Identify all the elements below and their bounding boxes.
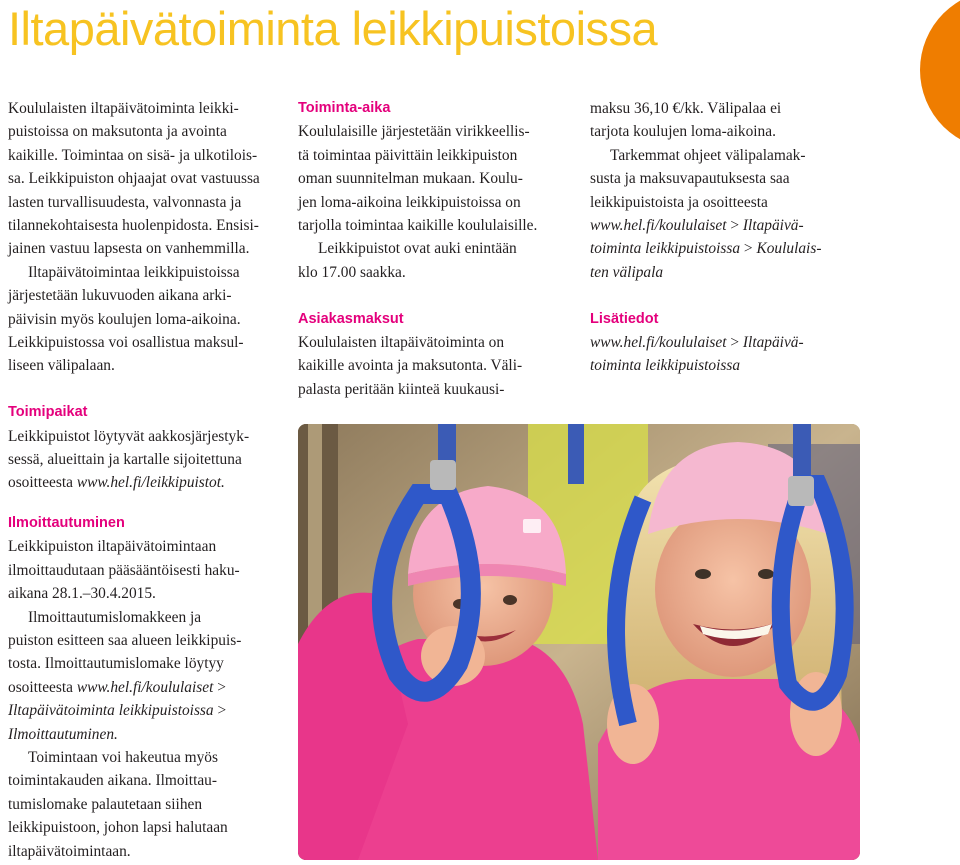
- orange-corner-circle: [920, 0, 960, 150]
- ilmoittautuminen-line-text: osoitteesta: [8, 678, 77, 696]
- intro-line: Leikkipuistossa voi osallistua maksul-: [8, 334, 244, 352]
- intro-line: kaikille. Toimintaa on sisä- ja ulkotilois-: [8, 146, 258, 164]
- iltapaivatoiminta-link[interactable]: toiminta leikkipuistoissa: [590, 357, 741, 375]
- toiminta-line: oman suunnitelman mukaan. Koulu-: [298, 170, 523, 188]
- toiminta-line: jen loma-aikoina leikkipuistoissa on: [298, 193, 521, 211]
- children-playground-photo: [298, 424, 860, 860]
- photo-illustration: [298, 424, 860, 860]
- intro-line: päivisin myös koulujen loma-aikoina.: [8, 310, 241, 328]
- intro-line: sa. Leikkipuiston ohjaajat ovat vastuussa: [8, 170, 260, 188]
- ilmoittautuminen-line: Toimintaan voi hakeutua myös: [28, 749, 218, 767]
- leikkipuistot-link[interactable]: www.hel.fi/leikkipuistot.: [76, 474, 225, 492]
- ilmoittautuminen-line: tosta. Ilmoittautumislomake löytyy: [8, 655, 224, 673]
- ilmoittautuminen-line: [8, 723, 278, 746]
- lisatiedot-heading: Lisätiedot: [590, 310, 659, 327]
- lisatiedot-line: [590, 354, 860, 377]
- koululaiset-link[interactable]: www.hel.fi/koululaiset: [590, 217, 727, 235]
- koululaiset-link[interactable]: www.hel.fi/koululaiset: [590, 334, 727, 352]
- ilmoittautuminen-line: ilmoittaudutaan pääsääntöisesti haku-: [8, 561, 240, 579]
- toimipaikat-line: [8, 471, 278, 494]
- asiakas-line: kaikille avointa ja maksutonta. Väli-: [298, 357, 523, 375]
- asiakas-line: Koululaisten iltapäivätoiminta on: [298, 334, 505, 352]
- iltapaivatoiminta-link[interactable]: Iltapäivätoiminta leikkipuistoissa: [8, 702, 214, 720]
- asiakasmaksut-heading: Asiakasmaksut: [298, 310, 404, 327]
- toimipaikat-line-text: osoitteesta: [8, 474, 77, 492]
- link-separator: >: [213, 702, 227, 720]
- ilmoittautuminen-line: aikana 28.1.–30.4.2015.: [8, 585, 156, 603]
- iltapaivatoiminta-link[interactable]: Iltapäivä-: [742, 217, 804, 235]
- koululaiset-link[interactable]: www.hel.fi/koululaiset: [76, 678, 214, 696]
- intro-line: liseen välipalaan.: [8, 357, 115, 375]
- toiminta-line: tarjolla toimintaa kaikille koululaisille.: [298, 217, 538, 235]
- toimipaikat-heading: Toimipaikat: [8, 404, 88, 421]
- toiminta-line: klo 17.00 saakka.: [298, 263, 406, 281]
- valipala-line: Tarkemmat ohjeet välipalamak-: [610, 146, 806, 164]
- intro-line: lasten turvallisuudesta, valvonnasta ja: [8, 193, 242, 211]
- ilmoittautuminen-line: Leikkipuiston iltapäivätoimintaan: [8, 538, 217, 556]
- intro-line: Koululaisten iltapäivätoiminta leikki-: [8, 100, 239, 117]
- asiakas-line: palasta peritään kiinteä kuukausi-: [298, 380, 505, 398]
- ilmoittautuminen-heading: Ilmoittautuminen: [8, 515, 125, 531]
- toiminta-column: [298, 97, 573, 401]
- iltapaivatoiminta-link[interactable]: Iltapäivä-: [742, 334, 804, 352]
- ilmoittautuminen-line: leikkipuistoon, johon lapsi halutaan: [8, 819, 228, 837]
- toiminta-line: tä toimintaa päivittäin leikkipuiston: [298, 146, 518, 164]
- intro-line: järjestetään lukuvuoden aikana arki-: [8, 287, 232, 305]
- ilmoittautuminen-line: [8, 676, 278, 699]
- lisatiedot-line: [590, 331, 860, 354]
- intro-line: jainen vastuu lapsesta on vanhemmilla.: [8, 240, 250, 258]
- link-separator: >: [213, 678, 226, 696]
- valipala-line: maksu 36,10 €/kk. Välipalaa ei: [590, 100, 782, 117]
- ilmoittautuminen-line: [8, 699, 278, 722]
- ilmoittautuminen-line: tumislomake palautetaan siihen: [8, 795, 203, 813]
- intro-column: [8, 97, 278, 495]
- ilmoittautuminen-section: [8, 512, 278, 863]
- ilmoittautuminen-line: puiston esitteen saa alueen leikkipuis-: [8, 632, 242, 650]
- toiminta-line: Koululaisille järjestetään virikkeellis-: [298, 123, 530, 141]
- intro-line: Iltapäivätoimintaa leikkipuistoissa: [28, 263, 240, 281]
- valipala-line: [590, 214, 860, 237]
- ilmoittautuminen-line: iltapäivätoimintaan.: [8, 842, 131, 860]
- valipala-line: tarjota koulujen loma-aikoina.: [590, 123, 776, 141]
- toiminta-aika-heading: Toiminta-aika: [298, 100, 391, 116]
- valipala-line: [590, 237, 860, 260]
- valipala-line: [590, 261, 860, 284]
- valipala-line: leikkipuistoista ja osoitteesta: [590, 193, 768, 211]
- intro-line: puistoissa on maksutonta ja avointa: [8, 123, 227, 141]
- iltapaivatoiminta-link[interactable]: toiminta leikkipuistoissa: [590, 240, 741, 258]
- ilmoittautuminen-line: toimintakauden aikana. Ilmoittau-: [8, 772, 217, 790]
- intro-line: tilannekohtaisesta huolenpidosta. Ensisi-: [8, 217, 259, 235]
- toimipaikat-line: sessä, alueittain ja kartalle sijoitettuna: [8, 451, 242, 469]
- ilmoittautuminen-link[interactable]: Ilmoittautuminen.: [8, 725, 118, 743]
- valipala-link[interactable]: ten välipala: [590, 263, 664, 281]
- toiminta-line: Leikkipuistot ovat auki enintään: [318, 240, 517, 258]
- ilmoittautuminen-line: Ilmoittautumislomakkeen ja: [28, 608, 202, 626]
- link-separator: >: [726, 217, 743, 235]
- valipala-line: susta ja maksuvapautuksesta saa: [590, 170, 790, 188]
- page-title: Iltapäivätoiminta leikkipuistoissa: [8, 2, 658, 55]
- link-separator: >: [726, 334, 743, 352]
- valipala-column: [590, 97, 860, 378]
- link-separator: >: [740, 240, 757, 258]
- valipala-link[interactable]: Koululais-: [756, 240, 822, 258]
- toimipaikat-line: Leikkipuistot löytyvät aakkosjärjestyk-: [8, 427, 250, 445]
